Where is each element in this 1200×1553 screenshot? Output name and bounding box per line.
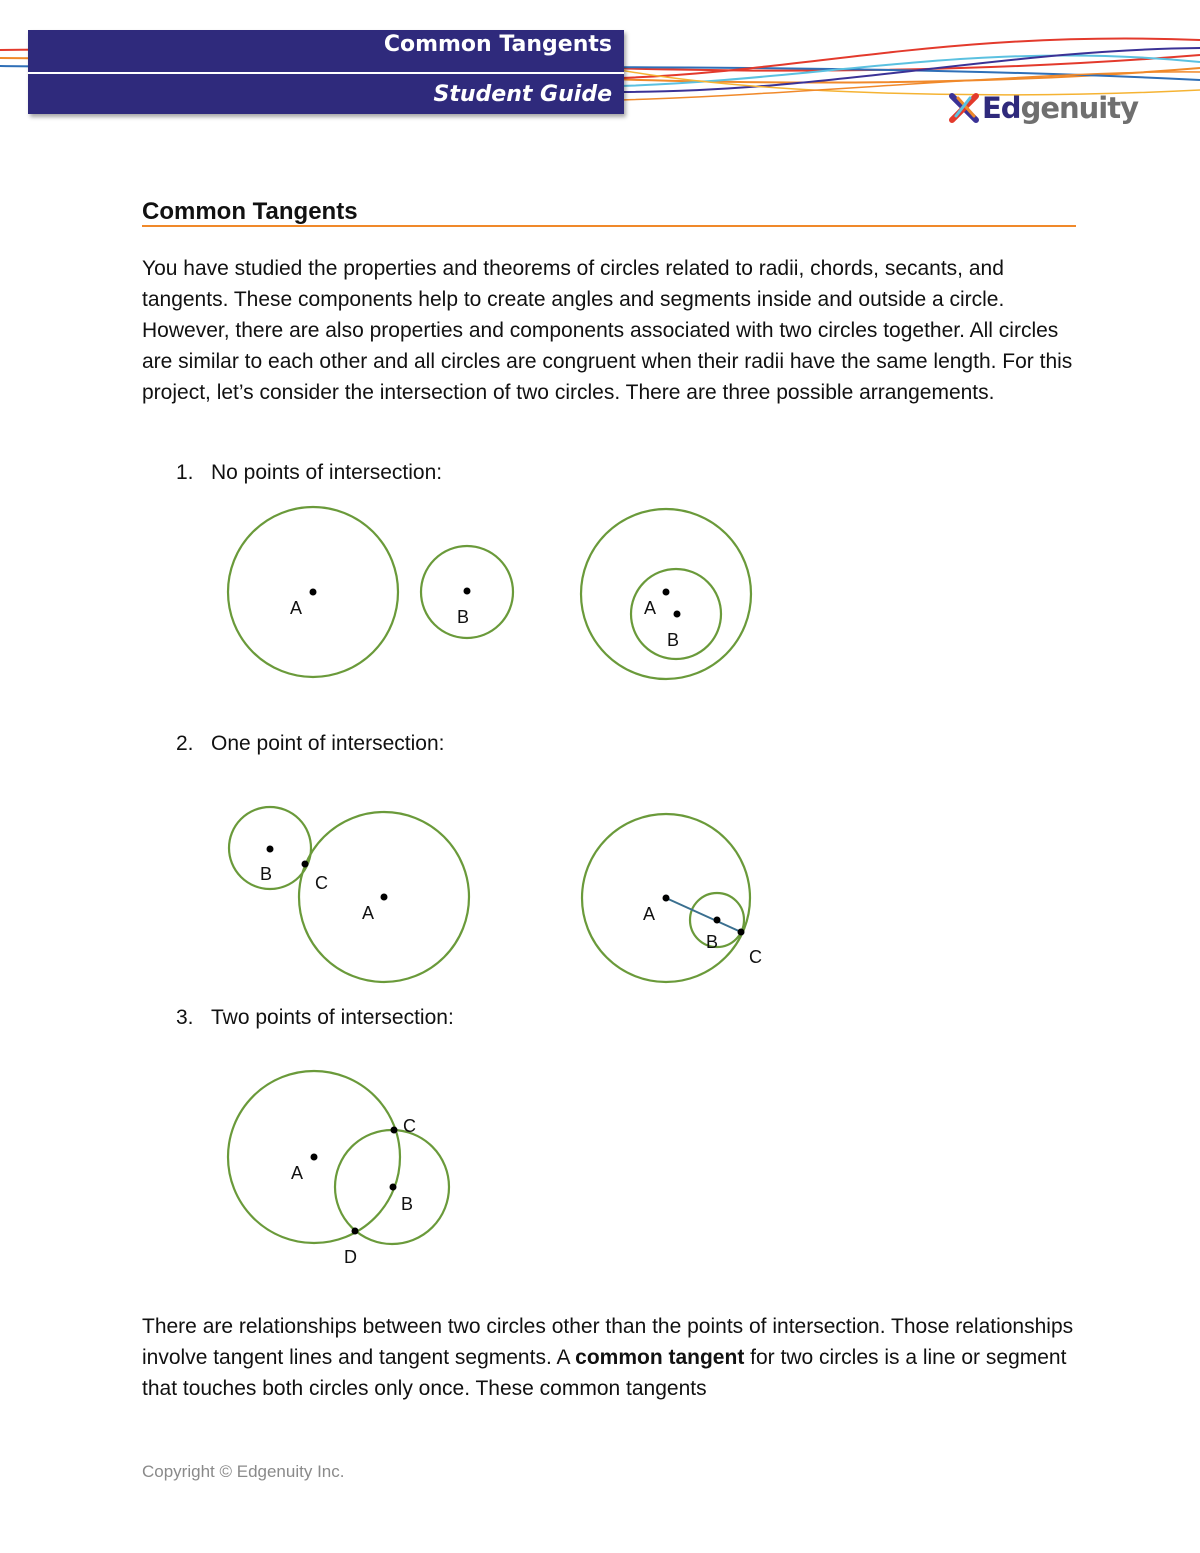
- intro-paragraph: You have studied the properties and theorems of circles related to radii, chords, secants, and tangents. These components help to create angles and segments inside and outside a circle. However, there are also properties and components associated with two circles together. All circles are similar to each other and all circles are congruent when their radii have the same length. For this project, let’s consider the intersection of two circles. There are three possible arrangements.: [142, 257, 1073, 404]
- section-heading: Common Tangents: [142, 198, 358, 225]
- point-b: [267, 846, 274, 853]
- point-b: [674, 611, 681, 618]
- radius-segment: [666, 898, 741, 932]
- label-b: B: [260, 864, 273, 884]
- list-number: 1.: [176, 461, 194, 484]
- label-a: A: [362, 903, 375, 923]
- closing-text-after: for two circles is a line or segment that touches both circles only once. These common tangents: [142, 1346, 1067, 1400]
- point-d: [352, 1228, 359, 1235]
- point-a: [311, 1154, 318, 1161]
- label-b: B: [401, 1194, 414, 1214]
- point-a: [663, 895, 670, 902]
- label-b: B: [667, 630, 680, 650]
- label-c: C: [749, 947, 762, 967]
- list-label: One point of intersection:: [211, 732, 445, 755]
- logo-text-ed: Ed: [982, 91, 1021, 125]
- list-number: 2.: [176, 732, 194, 755]
- label-a: A: [644, 598, 657, 618]
- point-c: [738, 929, 745, 936]
- list-number: 3.: [176, 1006, 194, 1029]
- point-a: [310, 589, 317, 596]
- common-tangent-term: common tangent: [575, 1346, 745, 1369]
- copyright-footer: Copyright © Edgenuity Inc.: [142, 1462, 345, 1481]
- point-c: [391, 1127, 398, 1134]
- label-a: A: [643, 904, 656, 924]
- list-label: No points of intersection:: [211, 461, 443, 484]
- closing-text-before: There are relationships between two circles other than the points of intersection. Those relationships involve tangent lines and tangent segments. A: [142, 1315, 1074, 1369]
- point-b: [714, 917, 721, 924]
- banner-title: Common Tangents: [383, 32, 612, 57]
- label-a: A: [290, 598, 303, 618]
- point-b: [390, 1184, 397, 1191]
- point-c: [302, 861, 309, 868]
- label-d: D: [344, 1247, 357, 1267]
- label-c: C: [403, 1116, 416, 1136]
- point-b: [464, 588, 471, 595]
- closing-paragraph: [142, 1311, 1082, 1404]
- point-a: [663, 589, 670, 596]
- label-b: B: [706, 932, 719, 952]
- banner-subtitle: Student Guide: [433, 82, 612, 107]
- label-a: A: [291, 1163, 304, 1183]
- list-label: Two points of intersection:: [211, 1006, 454, 1029]
- logo-text-genuity: genuity: [1020, 91, 1139, 125]
- label-b: B: [457, 607, 470, 627]
- point-a: [381, 894, 388, 901]
- label-c: C: [315, 873, 328, 893]
